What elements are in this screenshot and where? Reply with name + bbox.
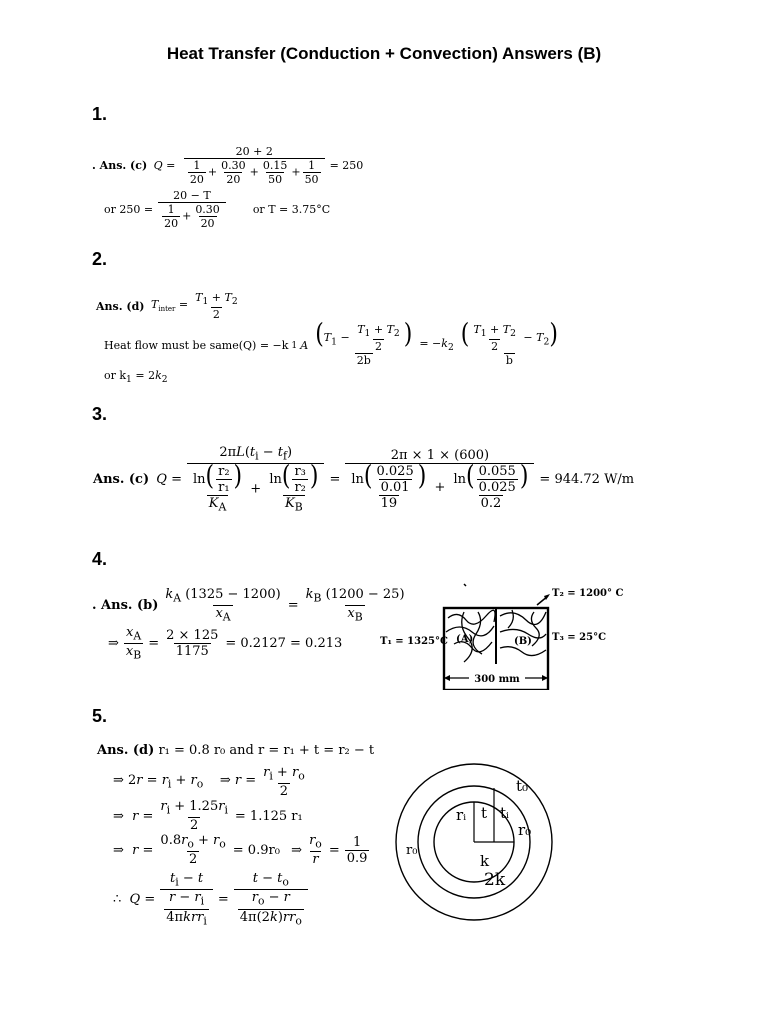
q5-line-4: ⇒ r = $\frac{0.8r_o + r_o}{2}$ = 0.9r₀ ⇒ $\frac{r_o}{r}$ = $\frac{1}{0.9}$ (113, 833, 368, 868)
question-number: 1. (92, 104, 108, 124)
q5-line-3: ⇒ r = $\frac{r_i + 1.25r_i}{2}$ = 1.125 r₁ (113, 799, 303, 834)
q1-equation-1: . Ans. (c) Q = 20 + 2 $\frac{1}{20}$ + $\frac{0.30}{20}$ + $\frac{0.15}{50}$ + $\frac{1}{50}$ = 250 (92, 145, 364, 186)
label-t2: T₂ = 1200° C (552, 588, 624, 599)
label-ro-left: r₀ (406, 843, 418, 858)
q2-equation-3: or $k_1 = 2k_2$ (104, 369, 168, 386)
question-number: 4. (92, 549, 108, 569)
q5-line-5: ∴ Q = $\frac{t_i - t}{\frac{r - r_i}{4\pi krr_i}}$ = $\frac{t - t_o}{\frac{r_o - r}{4\pi(2k)rr_o}}$ (113, 872, 310, 927)
question-number: 3. (92, 404, 108, 424)
answer-label: . Ans. (c) (92, 159, 148, 172)
q2-equation-1: Ans. (d) $T_{inter}$ = $\frac{T_1 + T_2}{2}$ (96, 291, 238, 322)
label-ti: tᵢ (500, 804, 510, 822)
q5-line-1: Ans. (d) r₁ = 0.8 r₀ and r = r₁ + t = r₂ − t (97, 743, 375, 758)
label-k: k (480, 852, 490, 870)
question-number: 2. (92, 249, 108, 269)
label-to: t₀ (516, 777, 529, 795)
q2-equation-2: Heat flow must be same(Q) = −k 1 A ($T_1$ − $\frac{T_1 + T_2}{2}$ ) 2b = $-k_2$ ( $\frac{T_1 + T_2}{2}$ − $T_2$) b (104, 318, 558, 368)
label-ri: rᵢ (456, 806, 467, 824)
label-b: (B) (514, 636, 532, 647)
page-title: Heat Transfer (Conduction + Convection) Answers (B) (166, 44, 602, 63)
q5-line-2: ⇒ $2r = r_i + r_o$ ⇒ r = $\frac{r_i + r_o}{2}$ (113, 765, 305, 800)
question-number: 5. (92, 706, 108, 726)
q4-equation-1: . Ans. (b) $\frac{k_A (1325 - 1200)}{x_A}$ = $\frac{k_B (1200 - 25)}{x_B}$ (92, 587, 405, 625)
concentric-sphere-figure (390, 758, 560, 928)
label-dimension: 300 mm (474, 674, 520, 685)
q4-equation-2: ⇒ $\frac{x_A}{x_B}$ = $\frac{2 \times 125}{1175}$ = 0.2127 = 0.213 (108, 625, 343, 663)
label-t1: T₁ = 1325°C (380, 636, 448, 647)
composite-wall-figure (374, 582, 634, 690)
label-t: t (481, 804, 488, 822)
label-2k: 2k (484, 870, 506, 890)
label-a: (A) (456, 634, 474, 645)
q3-equation: Ans. (c) Q = $2\pi L(t_i - t_f)$ ln( $\frac{\text{r₂}}{\text{r₁}}$ ) $K_A$ + ln( $\frac{\text{r₃}}{\text{r₂}}$ ) $K_B$ = 2π × 1 × (600) ln( $\frac{0.025}{0.01}$ ) 19 + ln( $\frac{0.055}{0.025}$ ) 0.2 = 944.72 W/m (93, 445, 635, 515)
q1-fraction: 20 + 2 $\frac{1}{20}$ + $\frac{0.30}{20}$ + $\frac{0.15}{50}$ + $\frac{1}{50}$ (184, 146, 325, 185)
q1-equation-2: or 250 = 20 − T $\frac{1}{20}$ + $\frac{0.30}{20}$ or T = 3.75°C (104, 189, 331, 230)
label-t3: T₃ = 25°C (552, 632, 607, 643)
label-ro: r₀ (518, 821, 532, 839)
